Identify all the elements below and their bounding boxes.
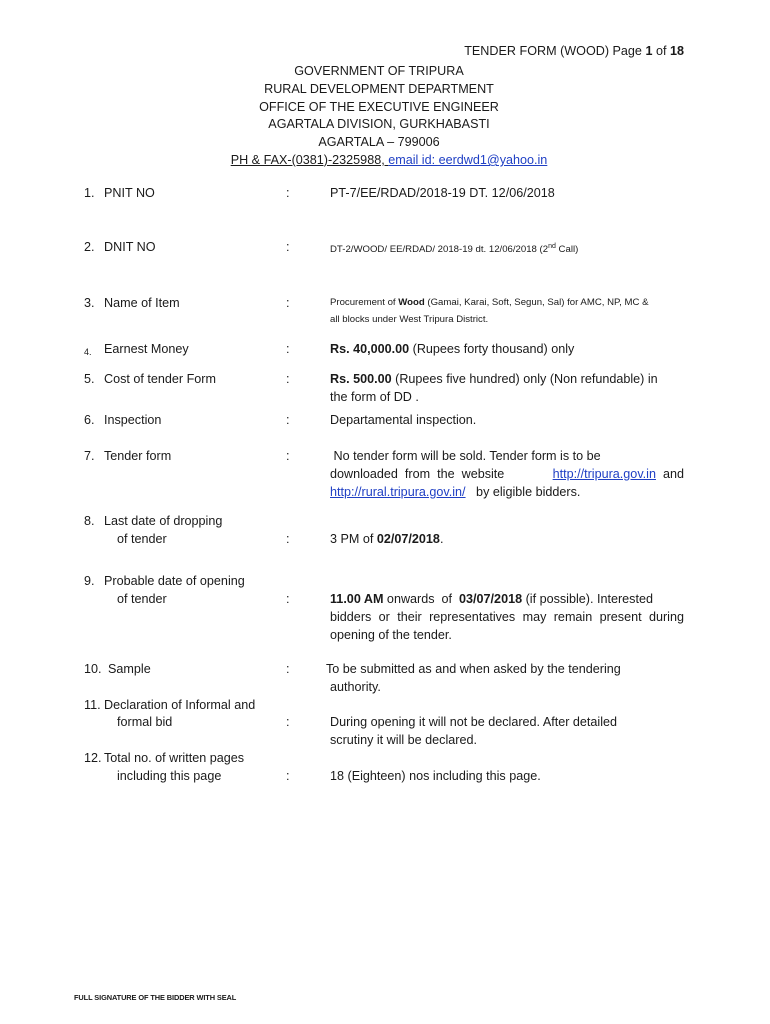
opening-text-line3: opening of the tender. [330, 628, 452, 642]
item-number: 8. [84, 514, 95, 528]
rural-tripura-website-link[interactable]: http://rural.tripura.gov.in/ [330, 485, 466, 499]
item-label: Earnest Money [104, 342, 189, 356]
item-label: Tender form [104, 449, 172, 463]
last-date-text: 3 PM of [330, 532, 377, 546]
item-number: 9. [84, 574, 95, 588]
item-number: 5. [84, 372, 95, 386]
item-colon: : [286, 240, 290, 254]
item-label: DNIT NO [104, 240, 156, 254]
item-label: Declaration of Informal and [104, 698, 256, 712]
item-value [330, 447, 684, 501]
item-value [330, 294, 684, 328]
item-label: Inspection [104, 413, 162, 427]
item-label-line2: of tender [117, 532, 167, 546]
item-label: Sample [108, 662, 151, 676]
declaration-text-line1: During opening it will not be declared. After detailed [330, 715, 618, 729]
opening-text-line2: bidders or their representatives may remain present during [330, 610, 684, 624]
item-text-line2: all blocks under West Tripura District. [330, 314, 489, 325]
tender-text: downloaded from the website [330, 467, 512, 481]
item-number: 3. [84, 296, 95, 310]
opening-text: (if possible). Interested [522, 592, 653, 606]
sample-text-line1: To be submitted as and when asked by the tendering [326, 662, 621, 676]
declaration-text-line2: scrutiny it will be declared. [330, 733, 477, 747]
item-bold: Wood [398, 297, 425, 308]
email-link[interactable]: email id: eerdwd1@yahoo.in [388, 153, 548, 167]
item-colon: : [286, 296, 290, 310]
sample-text-line2: authority. [330, 680, 381, 694]
page-header [464, 44, 684, 58]
tripura-website-link[interactable]: http://tripura.gov.in [552, 467, 656, 481]
item-label: Name of Item [104, 296, 180, 310]
item-label: Total no. of written pages [104, 751, 245, 765]
item-value [330, 713, 684, 749]
office-line-department: RURAL DEVELOPMENT DEPARTMENT [264, 82, 494, 96]
tender-text-line1: No tender form will be sold. Tender form is to be [330, 449, 601, 463]
item-number: 2. [84, 240, 95, 254]
item-colon: : [286, 413, 290, 427]
tender-text-line2 [330, 465, 684, 483]
item-number: 4. [84, 347, 92, 357]
item-value: 18 (Eighteen) nos including this page. [330, 769, 541, 783]
office-line-division: AGARTALA DIVISION, GURKHABASTI [268, 117, 490, 131]
item-colon: : [286, 769, 290, 783]
item-value: Departamental inspection. [330, 413, 477, 427]
tender-text-line3 [330, 483, 684, 501]
item-colon: : [286, 662, 290, 676]
office-contact-line [20, 151, 758, 169]
last-date: 02/07/2018 [376, 532, 440, 546]
item-value [326, 660, 680, 696]
item-colon: : [286, 532, 290, 546]
item-value [330, 370, 684, 406]
opening-text: onwards of [383, 592, 460, 606]
item-colon: : [286, 715, 290, 729]
dnit-superscript: nd [548, 243, 556, 250]
item-number: 7. [84, 449, 95, 463]
opening-time: 11.00 AM [330, 592, 384, 606]
cost-amount: Rs. 500.00 [330, 372, 392, 386]
office-line-government: GOVERNMENT OF TRIPURA [294, 64, 464, 78]
item-value: PT-7/EE/RDAD/2018-19 DT. 12/06/2018 [330, 186, 555, 200]
phone-fax: PH & FAX-(0381)-2325988, [230, 153, 389, 167]
item-number: 1. [84, 186, 95, 200]
header-page-number: 1 [645, 44, 653, 58]
item-colon: : [286, 592, 290, 606]
tender-text: and [655, 467, 684, 481]
office-line-office: OFFICE OF THE EXECUTIVE ENGINEER [259, 100, 499, 114]
item-text: Procurement of [330, 297, 399, 308]
item-number: 6. [84, 413, 95, 427]
item-colon: : [286, 449, 290, 463]
item-value [330, 340, 574, 358]
dnit-value-end: Call) [555, 244, 579, 256]
cost-text-line2: the form of DD . [330, 390, 419, 404]
header-page-total: 18 [669, 44, 684, 58]
item-value [330, 590, 684, 644]
item-colon: : [286, 372, 290, 386]
item-label: Last date of dropping [104, 514, 223, 528]
item-colon: : [286, 186, 290, 200]
opening-date: 03/07/2018 [459, 592, 523, 606]
item-label-line2: formal bid [117, 715, 173, 729]
item-text: (Gamai, Karai, Soft, Segun, Sal) for AMC, NP, MC & [424, 297, 649, 308]
item-label: Probable date of opening [104, 574, 245, 588]
item-colon: : [286, 342, 290, 356]
office-line-city: AGARTALA – 799006 [318, 135, 440, 149]
earnest-amount: Rs. 40,000.00 [330, 342, 410, 356]
item-number: 12. [84, 751, 102, 765]
last-date-text: . [439, 532, 444, 546]
item-number: 11. [84, 698, 101, 712]
earnest-text: (Rupees forty thousand) only [409, 342, 575, 356]
cost-text: (Rupees five hundred) only (Non refundable) in [391, 372, 658, 386]
item-label: Cost of tender Form [104, 372, 216, 386]
item-label-line2: including this page [117, 769, 222, 783]
tender-text: by eligible bidders. [465, 485, 581, 499]
header-of: of [652, 44, 670, 58]
header-prefix: TENDER FORM (WOOD) Page [464, 44, 646, 58]
item-value [330, 530, 443, 548]
item-label: PNIT NO [104, 186, 155, 200]
item-label-line2: of tender [117, 592, 167, 606]
signature-label: FULL SIGNATURE OF THE BIDDER WITH SEAL [74, 993, 237, 1002]
item-value [330, 238, 578, 259]
dnit-value: DT-2/WOOD/ EE/RDAD/ 2018-19 dt. 12/06/2018 (2 [330, 244, 549, 256]
item-number: 10. [84, 662, 102, 676]
